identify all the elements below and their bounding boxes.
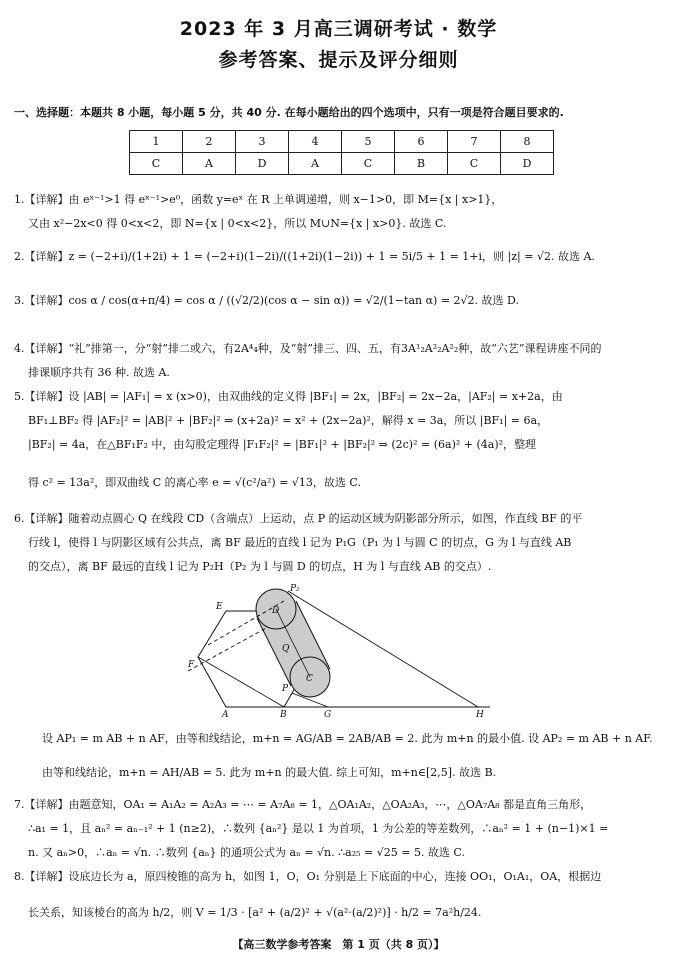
table-answer: A xyxy=(183,153,236,175)
solution-line: 长关系，知该棱台的高为 h/2，则 V = 1/3 · [a² + (a/2)² + √(a²·(a/2)²)] · h/2 = 7a²h/24. xyxy=(28,906,482,919)
page-title: 2023 年 3 月高三调研考试 · 数学 xyxy=(179,18,498,40)
solution-line: 设 AP₁ = m AB + n AF，由等和线结论，m+n = AG/AB = 2AB/AB = 2. 此为 m+n 的最小值. 设 AP₂ = m AB + n AF. xyxy=(42,732,653,745)
answer-table xyxy=(129,130,554,175)
solution-line: 5.【详解】设 |AB| = |AF₁| = x (x>0)，由双曲线的定义得 |BF₁| = 2x，|BF₂| = 2x−2a，|AF₂| = x+2a，由 xyxy=(14,390,563,403)
solution-line: 得 c² = 13a²，即双曲线 C 的离心率 e = √(c²/a²) = √13，故选 C. xyxy=(28,476,361,489)
label-p2: P₂ xyxy=(290,584,300,594)
label-p: P xyxy=(282,684,289,694)
table-number: 8 xyxy=(501,131,554,153)
solution-line: 又由 x²−2x<0 得 0<x<2，即 N={x | 0<x<2}，所以 M∪N={x | x>0}. 故选 C. xyxy=(28,217,447,230)
solution-line: |BF₂| = 4a，在△BF₁F₂ 中，由勾股定理得 |F₁F₂|² = |BF₁|² + |BF₂|² ⇒ (2c)² = (6a)² + (4a)²，整理 xyxy=(28,438,537,451)
solution-line: 排课顺序共有 36 种. 故选 A. xyxy=(28,366,170,379)
table-answer: B xyxy=(395,153,448,175)
solution-line: 4.【详解】“礼”排第一，分“射”排二或六，有2A⁴₄种，及“射”排三、四、五，有3A¹₂A²₂A²₂种，故“六艺”课程讲座不同的 xyxy=(14,342,602,355)
solution-line: 7.【详解】由题意知，OA₁ = A₁A₂ = A₂A₃ = ⋯ = A₇A₈ = 1，△OA₁A₂，△OA₂A₃，⋯，△OA₇A₈ 都是直角三角形， xyxy=(14,798,592,811)
solution-line: 的交点），离 BF 最远的直线 l 记为 P₂H（P₂ 为 l 与圆 D 的切点，H 为 l 与直线 AB 的交点）. xyxy=(28,560,492,573)
table-answer: C xyxy=(448,153,501,175)
table-answer: C xyxy=(342,153,395,175)
table-number: 5 xyxy=(342,131,395,153)
line-fb xyxy=(198,657,284,707)
label-b: B xyxy=(280,710,287,718)
label-g: G xyxy=(324,710,332,718)
solution-line: n. 又 aₙ>0，∴aₙ = √n. ∴数列 {aₙ} 的通项公式为 aₙ = √n. ∴a₂₅ = √25 = 5. 故选 C. xyxy=(28,846,465,859)
section-heading: 一、选择题：本题共 8 小题，每小题 5 分，共 40 分. 在每小题给出的四个选项中，只有一项是符合题目要求的. xyxy=(14,106,564,119)
table-number: 7 xyxy=(448,131,501,153)
table-number: 6 xyxy=(395,131,448,153)
label-q: Q xyxy=(282,644,290,654)
label-d: D xyxy=(272,606,280,616)
table-number: 2 xyxy=(183,131,236,153)
solution-line: BF₁⊥BF₂ 得 |AF₂|² = |AB|² + |BF₂|² ⇒ (x+2a)² = x² + (2x−2a)²，解得 x = 3a，所以 |BF₁| = 6a， xyxy=(28,414,549,427)
table-answer: A xyxy=(289,153,342,175)
solution-line: 由等和线结论，m+n = AH/AB = 5. 此为 m+n 的最大值. 综上可知，m+n∈[2,5]. 故选 B. xyxy=(42,766,497,779)
solution-line: 2.【详解】z = (−2+i)/(1+2i) + 1 = (−2+i)(1−2i)/((1+2i)(1−2i)) + 1 = 5i/5 + 1 = 1+i，则 |z| = √2. 故选 A. xyxy=(14,250,595,263)
label-e: E xyxy=(216,602,223,612)
label-c: C xyxy=(306,674,313,684)
solution-line: 6.【详解】随着动点圆心 Q 在线段 CD（含端点）上运动，点 P 的运动区域为阴影部分所示，如图，作直线 BF 的平 xyxy=(14,512,583,525)
label-h: H xyxy=(476,710,484,718)
table-answer: D xyxy=(501,153,554,175)
page-footer: 【高三数学参考答案 第 1 页（共 8 页）】 xyxy=(232,938,445,951)
solution-line: 8.【详解】设底边长为 a，原四棱锥的高为 h，如图 1，O，O₁ 分别是上下底面的中心，连接 OO₁，O₁A₁，OA，根据边 xyxy=(14,870,602,883)
table-answer: D xyxy=(236,153,289,175)
page-subtitle: 参考答案、提示及评分细则 xyxy=(218,49,459,71)
solution-line: 1.【详解】由 eˣ⁻¹>1 得 eˣ⁻¹>e⁰，函数 y=eˣ 在 R 上单调递增，则 x−1>0，即 M={x | x>1}， xyxy=(14,193,503,206)
solution-line: ∴a₁ = 1，且 aₙ² = aₙ₋₁² + 1 (n≥2)，∴数列 {aₙ²} 是以 1 为首项，1 为公差的等差数列，∴aₙ² = 1 + (n−1)×1 = xyxy=(28,822,609,835)
geometry-figure xyxy=(178,583,498,718)
label-a: A xyxy=(222,710,229,718)
table-number: 1 xyxy=(130,131,183,153)
solution-line: 3.【详解】cos α / cos(α+π/4) = cos α / ((√2/2)(cos α − sin α)) = √2/(1−tan α) = 2√2. 故选 D. xyxy=(14,294,519,307)
label-f: F xyxy=(188,660,195,670)
table-number: 3 xyxy=(236,131,289,153)
table-number: 4 xyxy=(289,131,342,153)
solution-line: 行线 l，使得 l 与阴影区域有公共点，离 BF 最近的直线 l 记为 P₁G（P₁ 为 l 与圆 C 的切点，G 为 l 与直线 AB xyxy=(28,536,572,549)
table-answer: C xyxy=(130,153,183,175)
